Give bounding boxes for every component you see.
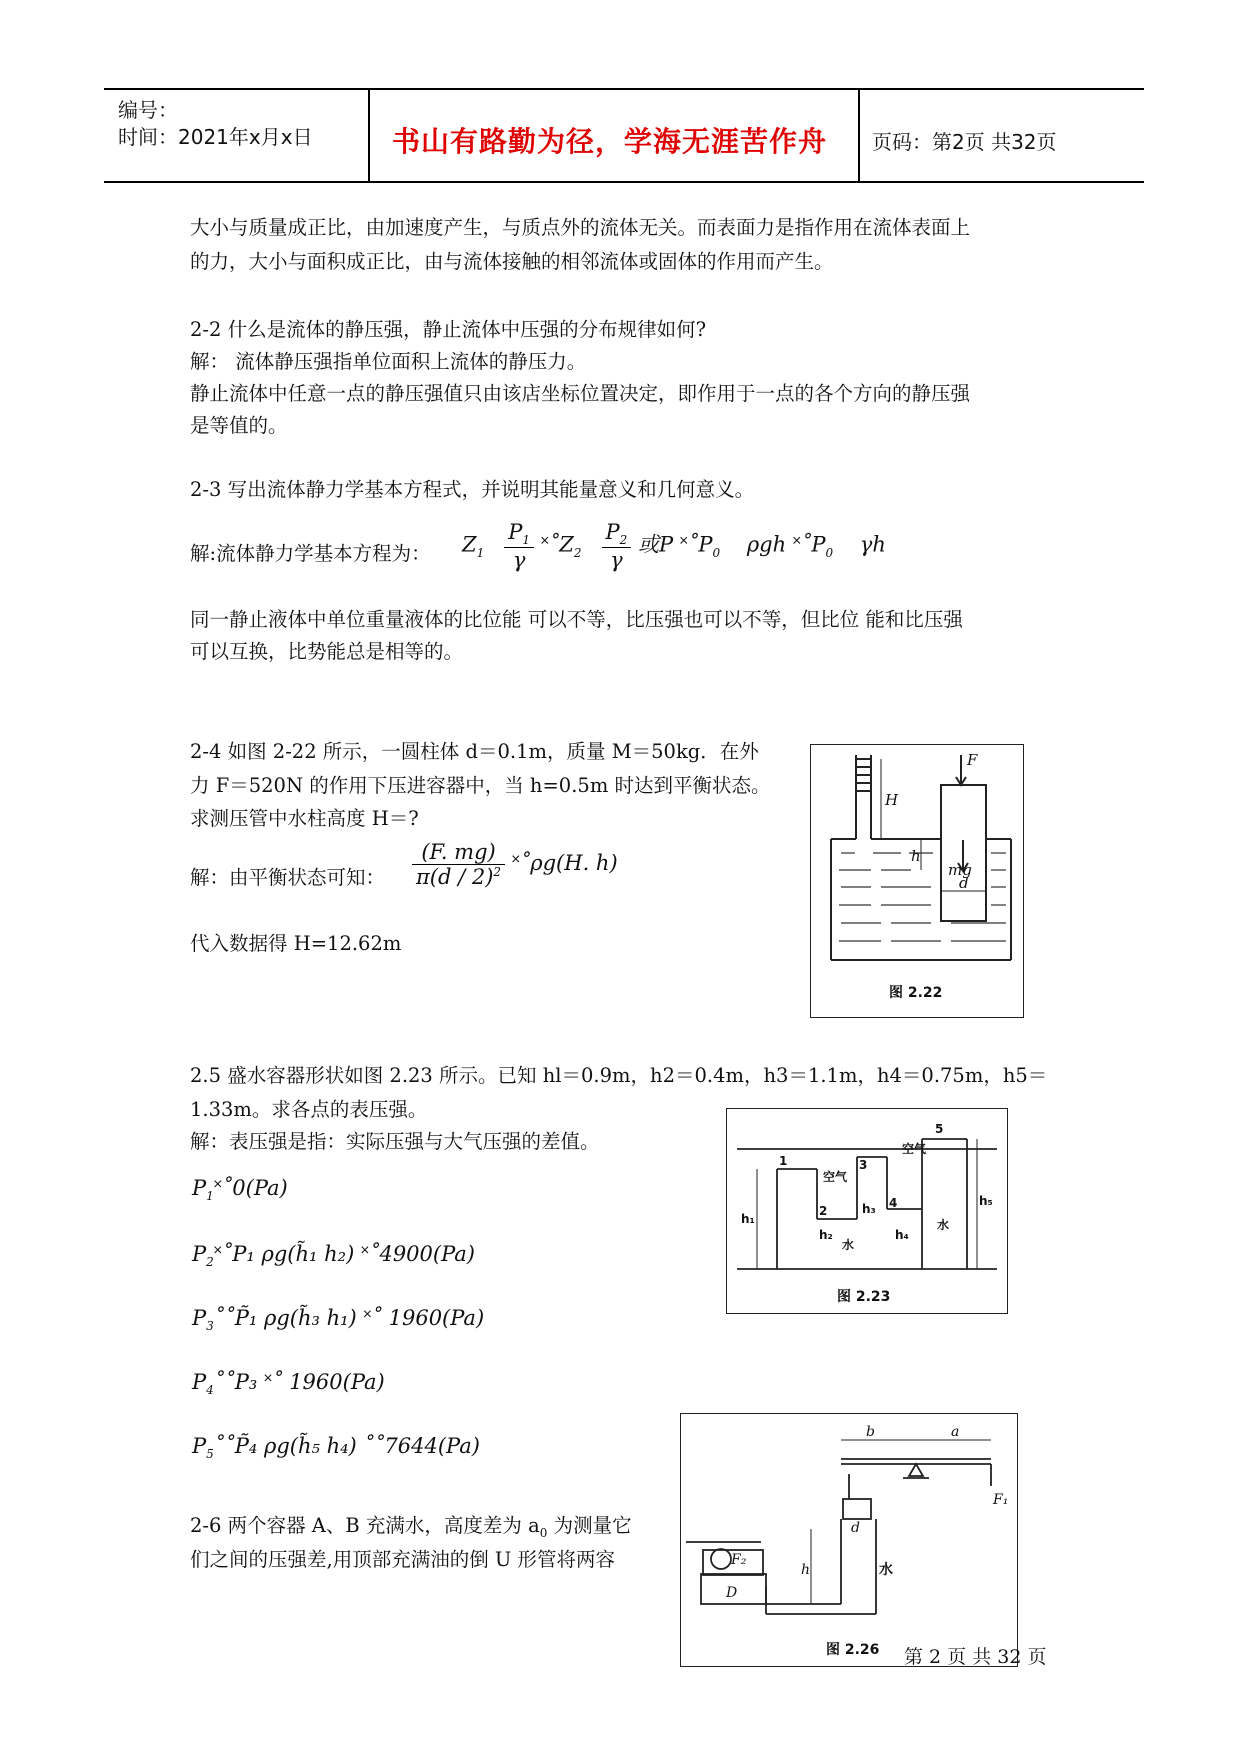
label-h2: h₂	[819, 1228, 833, 1242]
label-n3: 3	[859, 1158, 868, 1172]
label-h: h	[911, 847, 921, 865]
figure-2-26	[680, 1413, 1018, 1667]
label-F1: F₁	[993, 1492, 1009, 1508]
paragraph-line: 同一静止液体中单位重量液体的比位能 可以不等，比压强也可以不等，但比位 能和比压强	[190, 608, 963, 631]
equation-2-4: $\frac{(F. mg)}{\pi(d / 2)^2}$ ˟˚ρg(H. h)	[412, 840, 618, 889]
figure-caption: 图 2.26	[826, 1642, 880, 1658]
label-mg: mg	[948, 861, 972, 879]
question-2-3-title: 2-3 写出流体静力学基本方程式，并说明其能量意义和几何意义。	[190, 478, 755, 501]
equation-p1: $P_1˟˚0(Pa)$	[192, 1176, 288, 1204]
answer-line: 解： 流体静压强指单位面积上流体的静压力。	[190, 350, 587, 373]
answer-prefix: 解：由平衡状态可知：	[190, 866, 386, 889]
figure-2-22	[810, 744, 1024, 1018]
equation-p3: $P_3˚˚P̃_1$ ρg(h̃₃ h₁) ˟˚ 1960(Pa)	[192, 1306, 485, 1334]
question-2-4-line: 力 F＝520N 的作用下压进容器中，当 h=0.5m 时达到平衡状态。	[190, 774, 771, 797]
equation-p4: $P_4˚˚P_3$ ˟˚ 1960(Pa)	[192, 1370, 385, 1398]
question-2-4-line: 求测压管中水柱高度 H＝?	[190, 807, 419, 830]
paragraph-line: 大小与质量成正比，由加速度产生，与质点外的流体无关。而表面力是指作用在流体表面上	[190, 216, 971, 239]
serial-label: 编号：	[118, 98, 178, 122]
label-n2: 2	[819, 1204, 828, 1218]
figure-2-22-diagram	[811, 745, 1023, 1017]
header-bottom-border	[104, 181, 1144, 183]
figure-caption: 图 2.22	[889, 985, 943, 1001]
label-F: F	[967, 751, 978, 769]
question-2-4-line: 2-4 如图 2-22 所示，一圆柱体 d＝0.1m，质量 M＝50kg．在外	[190, 740, 759, 763]
paragraph-line: 可以互换，比势能总是相等的。	[190, 640, 464, 663]
equation-p5: $P_5˚˚P̃_4$ ρg(h̃₅ h₄) ˚˚7644(Pa)	[192, 1434, 480, 1462]
header-motto: 书山有路勤为径，学海无涯苦作舟	[392, 125, 828, 158]
question-2-6-line: 们之间的压强差,用顶部充满油的倒 U 形管将两容	[190, 1548, 616, 1571]
label-water-2: 水	[937, 1218, 950, 1232]
header-divider-left	[368, 88, 370, 182]
answer-line: 解：表压强是指：实际压强与大气压强的差值。	[190, 1130, 600, 1153]
question-2-6-line: 2-6 两个容器 A、B 充满水，高度差为 $a_0$ 为测量它	[190, 1514, 632, 1540]
label-h3: h₃	[862, 1202, 876, 1216]
label-a: a	[951, 1424, 960, 1440]
label-d: d	[959, 874, 969, 892]
label-air-1: 空气	[823, 1170, 848, 1184]
answer-line: 是等值的。	[190, 414, 288, 437]
label-water-1: 水	[842, 1238, 855, 1252]
label-H: H	[885, 791, 899, 809]
figure-caption: 图 2.23	[837, 1289, 891, 1305]
equation-2-3: $Z_1$ $\frac{P_1}{\gamma}$ $˟˚Z_2$ $\frac{P_2}{\gamma}$ 或P $˟˚P_0$ ρgh $˟˚P_0$ γh	[462, 520, 886, 573]
question-2-2-title: 2-2 什么是流体的静压强，静止流体中压强的分布规律如何?	[190, 318, 707, 341]
page-label: 页码：第2页 共32页	[872, 130, 1057, 154]
label-h4: h₄	[895, 1228, 909, 1242]
figure-2-23-diagram	[727, 1109, 1007, 1313]
label-n1: 1	[779, 1154, 788, 1168]
figure-2-23	[726, 1108, 1008, 1314]
question-2-5-line: 1.33m。求各点的表压强。	[190, 1098, 428, 1121]
answer-prefix: 解:流体静力学基本方程为：	[190, 542, 431, 565]
label-b: b	[866, 1424, 875, 1440]
header-top-border	[104, 88, 1144, 90]
question-2-5-line: 2.5 盛水容器形状如图 2.23 所示。已知 hl＝0.9m，h2＝0.4m，h3＝1.1m，h4＝0.75m，h5＝	[190, 1064, 1048, 1087]
label-h1: h₁	[741, 1212, 755, 1226]
label-air-2: 空气	[902, 1142, 927, 1156]
label-h5: h₅	[979, 1194, 993, 1208]
equation-p2: $P_2˟˚P_1$ ρg(h̃₁ h₂) ˟˚4900(Pa)	[192, 1242, 475, 1270]
result-line: 代入数据得 H=12.62m	[190, 932, 402, 955]
label-n4: 4	[889, 1196, 898, 1210]
label-n5: 5	[935, 1122, 944, 1136]
label-F2: F₂	[731, 1552, 747, 1568]
answer-line: 静止流体中任意一点的静压强值只由该店坐标位置决定，即作用于一点的各个方向的静压强	[190, 382, 971, 405]
time-label: 时间：2021年x月x日	[118, 125, 313, 149]
paragraph-line: 的力，大小与面积成正比，由与流体接触的相邻流体或固体的作用而产生。	[190, 250, 834, 273]
label-h: h	[801, 1562, 811, 1578]
header-divider-right	[858, 88, 860, 182]
label-d: d	[851, 1520, 860, 1536]
figure-2-26-diagram	[681, 1414, 1017, 1666]
label-D: D	[726, 1585, 738, 1601]
footer-page-number: 第 2 页 共 32 页	[904, 1646, 1047, 1668]
label-water: 水	[879, 1562, 893, 1578]
